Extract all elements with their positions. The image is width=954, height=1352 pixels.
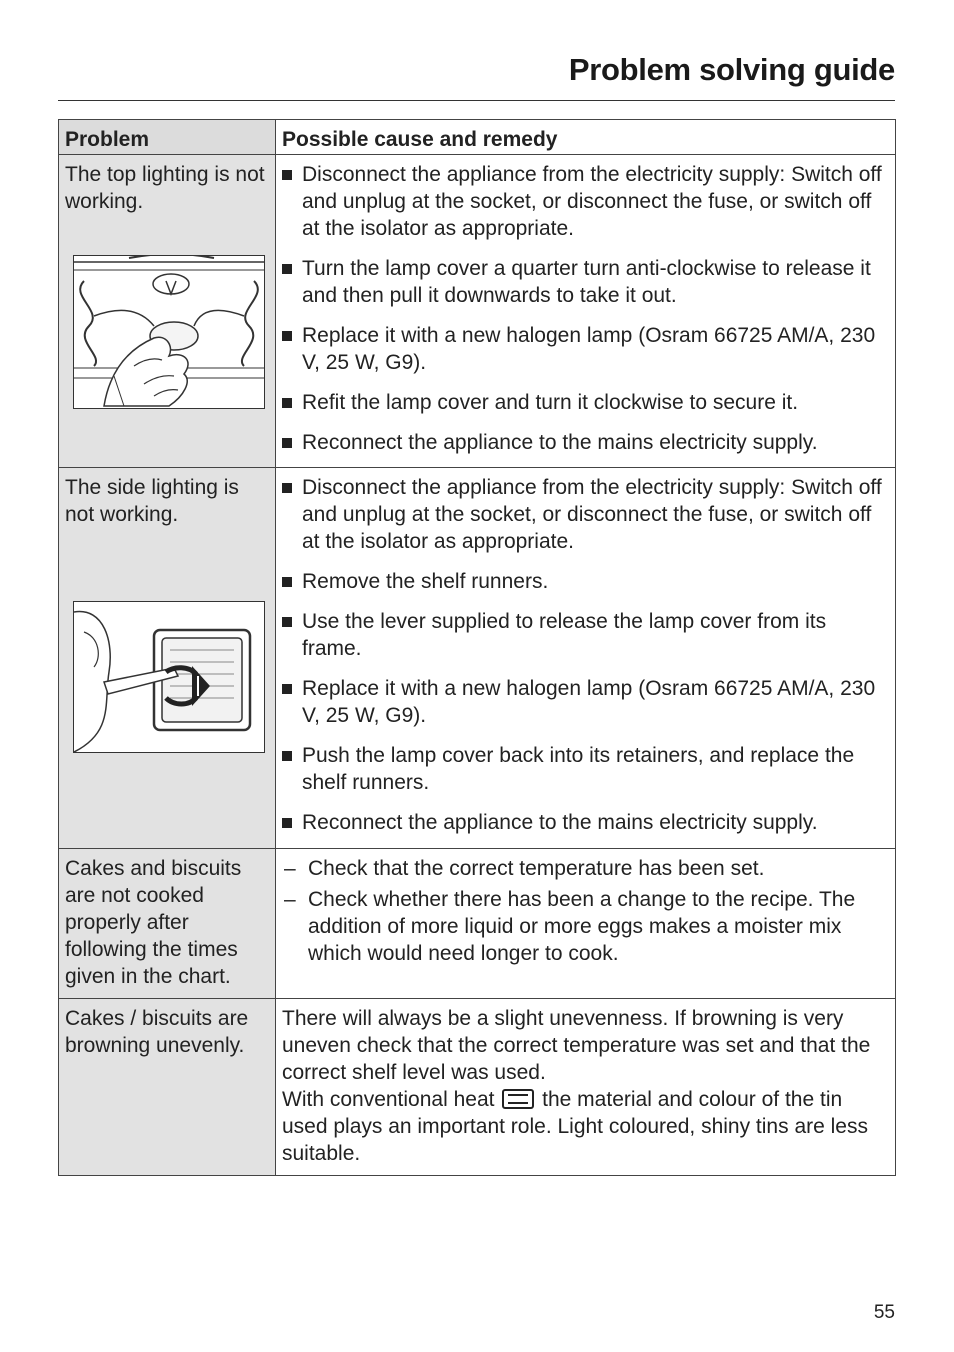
list-item <box>282 161 889 242</box>
remedy-step: Check whether there has been a change to the recipe. The addition of more liquid or more eggs makes a moister mix which would need longer to cook. <box>308 888 856 965</box>
bullet-square-icon <box>282 751 292 761</box>
remedy-step: Replace it with a new halogen lamp (Osram 66725 AM/A, 230 V, 25 W, G9). <box>302 324 876 374</box>
list-item <box>282 389 889 416</box>
table-row <box>59 155 896 468</box>
remedy-step: Remove the shelf runners. <box>302 570 549 593</box>
top-lamp-illustration <box>73 255 265 409</box>
list-item <box>282 255 889 309</box>
list-item <box>282 474 889 555</box>
remedy-cell <box>276 999 896 1176</box>
dash-marker: – <box>284 888 296 911</box>
table-row <box>59 468 896 849</box>
table-row <box>59 849 896 999</box>
remedy-step: Reconnect the appliance to the mains electricity supply. <box>302 431 818 454</box>
list-item <box>282 855 889 882</box>
bullet-square-icon <box>282 617 292 627</box>
remedy-text-part: the material and colour of the tin used plays an important role. Light coloured, shiny tins are less suitable. <box>282 1088 868 1165</box>
list-item <box>282 886 889 967</box>
conventional-heat-icon <box>502 1089 534 1109</box>
bullet-square-icon <box>282 577 292 587</box>
remedy-cell <box>276 468 896 849</box>
problem-text: Cakes / biscuits are browning unevenly. <box>65 1007 249 1057</box>
column-header-problem: Problem <box>59 120 276 155</box>
bullet-square-icon <box>282 170 292 180</box>
remedy-step: Turn the lamp cover a quarter turn anti-clockwise to release it and then pull it downwards to take it out. <box>302 257 871 307</box>
side-lamp-cover-drawing <box>74 602 264 752</box>
bullet-square-icon <box>282 264 292 274</box>
remedy-text-part: With conventional heat <box>282 1088 495 1111</box>
remedy-step: Push the lamp cover back into its retainers, and replace the shelf runners. <box>302 744 855 794</box>
remedy-step: Disconnect the appliance from the electricity supply: Switch off and unplug at the socket, or disconnect the fuse, or switch off at the isolator as appropriate. <box>302 476 882 553</box>
side-lamp-illustration <box>73 601 265 753</box>
remedy-step: Refit the lamp cover and turn it clockwise to secure it. <box>302 391 799 414</box>
problem-cell <box>59 999 276 1176</box>
problem-cell <box>59 468 276 849</box>
table-header-row <box>59 120 896 155</box>
dash-marker: – <box>284 857 296 880</box>
list-item <box>282 675 889 729</box>
list-item <box>282 429 889 456</box>
remedy-paragraph: There will always be a slight unevenness. If browning is very uneven check that the correct temperature was set and that the correct shelf level was used. <box>282 1007 871 1084</box>
problem-solving-table <box>58 119 896 1176</box>
remedy-step: Check that the correct temperature has been set. <box>308 857 765 880</box>
problem-text: The side lighting is not working. <box>65 476 239 526</box>
problem-text: The top lighting is not working. <box>65 163 265 213</box>
list-item <box>282 322 889 376</box>
remedy-step: Disconnect the appliance from the electricity supply: Switch off and unplug at the socket, or disconnect the fuse, or switch off at the isolator as appropriate. <box>302 163 882 240</box>
page-title: Problem solving guide <box>568 52 895 87</box>
table-row <box>59 999 896 1176</box>
list-item <box>282 742 889 796</box>
bullet-square-icon <box>282 684 292 694</box>
problem-cell <box>59 849 276 999</box>
top-lamp-replacement-drawing <box>74 256 264 408</box>
list-item <box>282 568 889 595</box>
page-number: 55 <box>873 1302 895 1323</box>
bullet-square-icon <box>282 438 292 448</box>
problem-text: Cakes and biscuits are not cooked properly after following the times given in the chart. <box>65 857 242 988</box>
remedy-list <box>282 855 889 967</box>
remedy-list <box>282 474 889 836</box>
bullet-square-icon <box>282 331 292 341</box>
remedy-step: Replace it with a new halogen lamp (Osram 66725 AM/A, 230 V, 25 W, G9). <box>302 677 876 727</box>
remedy-paragraph <box>282 1086 889 1167</box>
bullet-square-icon <box>282 818 292 828</box>
bullet-square-icon <box>282 483 292 493</box>
remedy-cell <box>276 849 896 999</box>
title-divider <box>58 100 895 101</box>
problem-cell <box>59 155 276 468</box>
remedy-cell <box>276 155 896 468</box>
remedy-step: Use the lever supplied to release the lamp cover from its frame. <box>302 610 827 660</box>
bullet-square-icon <box>282 398 292 408</box>
remedy-list <box>282 161 889 456</box>
remedy-step: Reconnect the appliance to the mains electricity supply. <box>302 811 818 834</box>
list-item <box>282 809 889 836</box>
list-item <box>282 608 889 662</box>
column-header-remedy: Possible cause and remedy <box>276 120 896 155</box>
